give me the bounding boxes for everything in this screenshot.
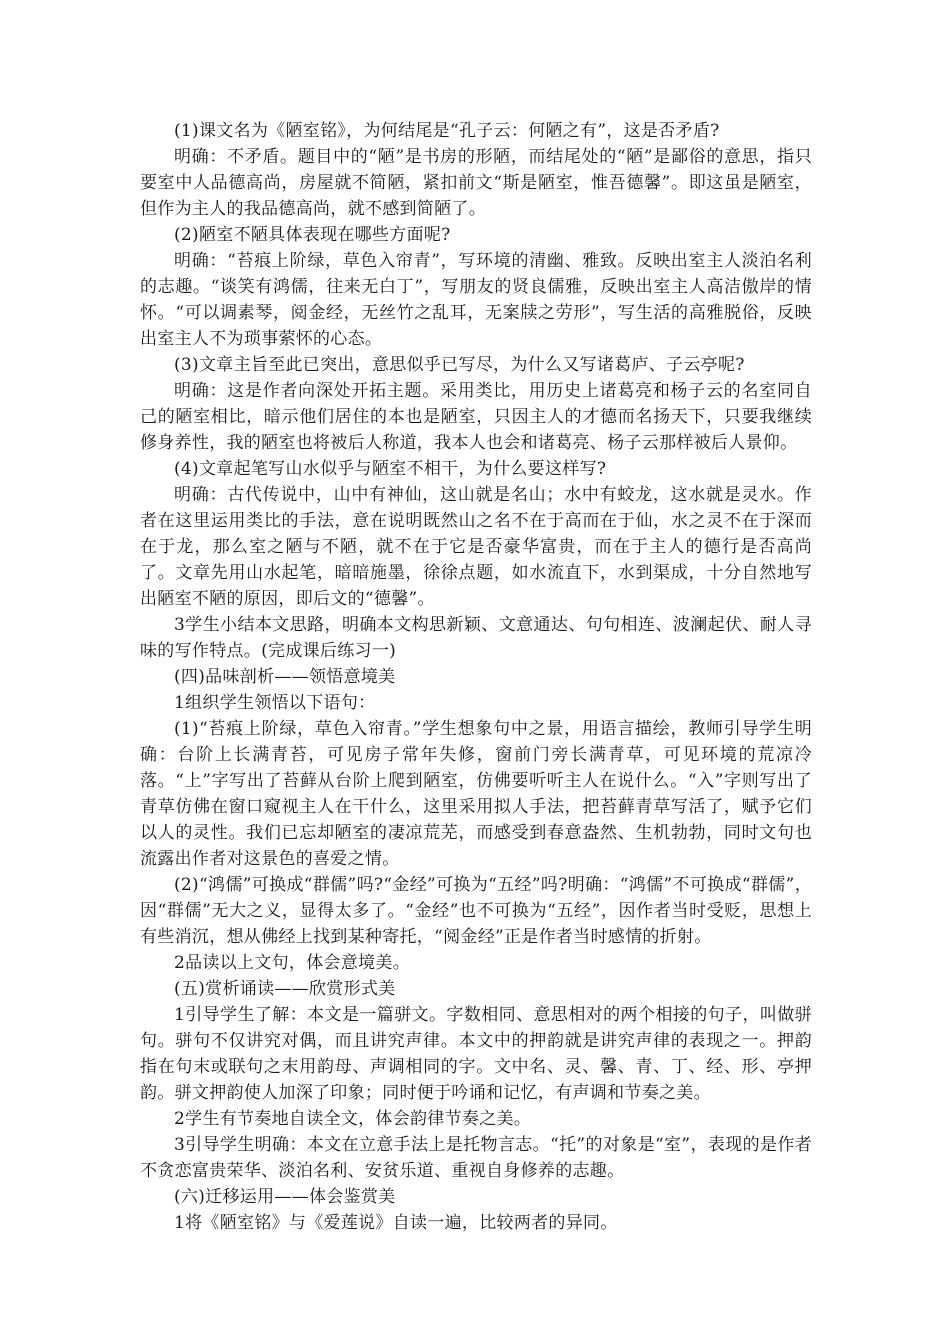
step-paragraph: 2学生有节奏地自读全文，体会韵律节奏之美。 — [174, 1109, 532, 1129]
section-heading-6: (六)迁移运用——体会鉴赏美 — [174, 1187, 396, 1207]
step-paragraph: 2品读以上文句，体会意境美。 — [174, 953, 411, 973]
summary-paragraph: 3学生小结本文思路，明确本文构思新颖、文意通达、句句相连、波澜起伏、耐人寻味的写作特点。(完成课后练习一) — [140, 615, 812, 661]
answer-3: 明确：这是作者向深处开拓主题。采用类比，用历史上诸葛亮和杨子云的名室同自己的陋室相比，暗示他们居住的本也是陋室，只因主人的才德而名扬天下，只要我继续修身养性，我的陋室也将被后人称道，我本人也会和诸葛亮、杨子云那样被后人景仰。 — [140, 381, 812, 453]
question-1: (1)课文名为《陋室铭》，为何结尾是“孔子云：何陋之有”，这是否矛盾? — [174, 121, 720, 141]
step-paragraph: 1引导学生了解：本文是一篇骈文。字数相同、意思相对的两个相接的句子，叫做骈句。骈句不仅讲究对偶，而且讲究声律。本文中的押韵就是讲究声律的表现之一。押韵指在句末或联句之末用韵母、声调相同的字。文中名、灵、馨、青、丁、经、形、亭押韵。骈文押韵使人加深了印象；同时便于吟诵和记忆，有声调和节奏之美。 — [140, 1005, 812, 1103]
step-paragraph: 1组织学生领悟以下语句： — [174, 693, 376, 713]
document-body — [140, 118, 812, 1236]
question-4: (4)文章起笔写山水似乎与陋室不相干，为什么要这样写? — [174, 459, 607, 479]
step-paragraph: 1将《陋室铭》与《爱莲说》自读一遍，比较两者的异同。 — [174, 1213, 618, 1233]
question-3: (3)文章主旨至此已突出，意思似乎已写尽，为什么又写诸葛庐、子云亭呢? — [174, 355, 745, 375]
section-heading-4: (四)品味剖析——领悟意境美 — [174, 667, 396, 687]
question-2: (2)陋室不陋具体表现在哪些方面呢? — [174, 225, 451, 245]
analysis-2: (2)“鸿儒”可换成“群儒”吗?“金经”可换为“五经”吗?明确：“鸿儒”不可换成“群儒”，因“群儒”无大之义，显得太多了。“金经”也不可换为“五经”，因作者当时受贬，思想上有些消沉，想从佛经上找到某种寄托，“阅金经”正是作者当时感情的折射。 — [140, 875, 812, 947]
answer-4: 明确：古代传说中，山中有神仙，这山就是名山；水中有蛟龙，这水就是灵水。作者在这里运用类比的手法，意在说明既然山之名不在于高而在于仙，水之灵不在于深而在于龙，那么室之陋与不陋，就不在于它是否豪华富贵，而在于主人的德行是否高尚了。文章先用山水起笔，暗暗施墨，徐徐点题，如水流直下，水到渠成，十分自然地写出陋室不陋的原因，即后文的“德馨”。 — [140, 485, 812, 609]
step-paragraph: 3引导学生明确：本文在立意手法上是托物言志。“托”的对象是“室”，表现的是作者不贪恋富贵荣华、淡泊名利、安贫乐道、重视自身修养的志趣。 — [140, 1135, 812, 1181]
section-heading-5: (五)赏析诵读——欣赏形式美 — [174, 979, 396, 999]
answer-1: 明确：不矛盾。题目中的“陋”是书房的形陋，而结尾处的“陋”是鄙俗的意思，指只要室中人品德高尚，房屋就不简陋，紧扣前文“斯是陋室，惟吾德馨”。即这虽是陋室，但作为主人的我品德高尚，就不感到简陋了。 — [140, 147, 812, 219]
answer-2: 明确：“苔痕上阶绿，草色入帘青”，写环境的清幽、雅致。反映出室主人淡泊名利的志趣。“谈笑有鸿儒，往来无白丁”，写朋友的贤良儒雅，反映出室主人高洁傲岸的情怀。“可以调素琴，阅金经，无丝竹之乱耳，无案牍之劳形”，写生活的高雅脱俗，反映出室主人不为琐事萦怀的心态。 — [140, 251, 812, 349]
analysis-1: (1)“苔痕上阶绿，草色入帘青。”学生想象句中之景，用语言描绘，教师引导学生明确：台阶上长满青苔，可见房子常年失修，窗前门旁长满青草，可见环境的荒凉冷落。“上”字写出了苔藓从台阶上爬到陋室，仿佛要听听主人在说什么。“入”字则写出了青草仿佛在窗口窥视主人在干什么，这里采用拟人手法，把苔藓青草写活了，赋予它们以人的灵性。我们已忘却陋室的凄凉荒芜，而感受到春意盎然、生机勃勃，同时文句也流露出作者对这景色的喜爱之情。 — [140, 719, 812, 869]
